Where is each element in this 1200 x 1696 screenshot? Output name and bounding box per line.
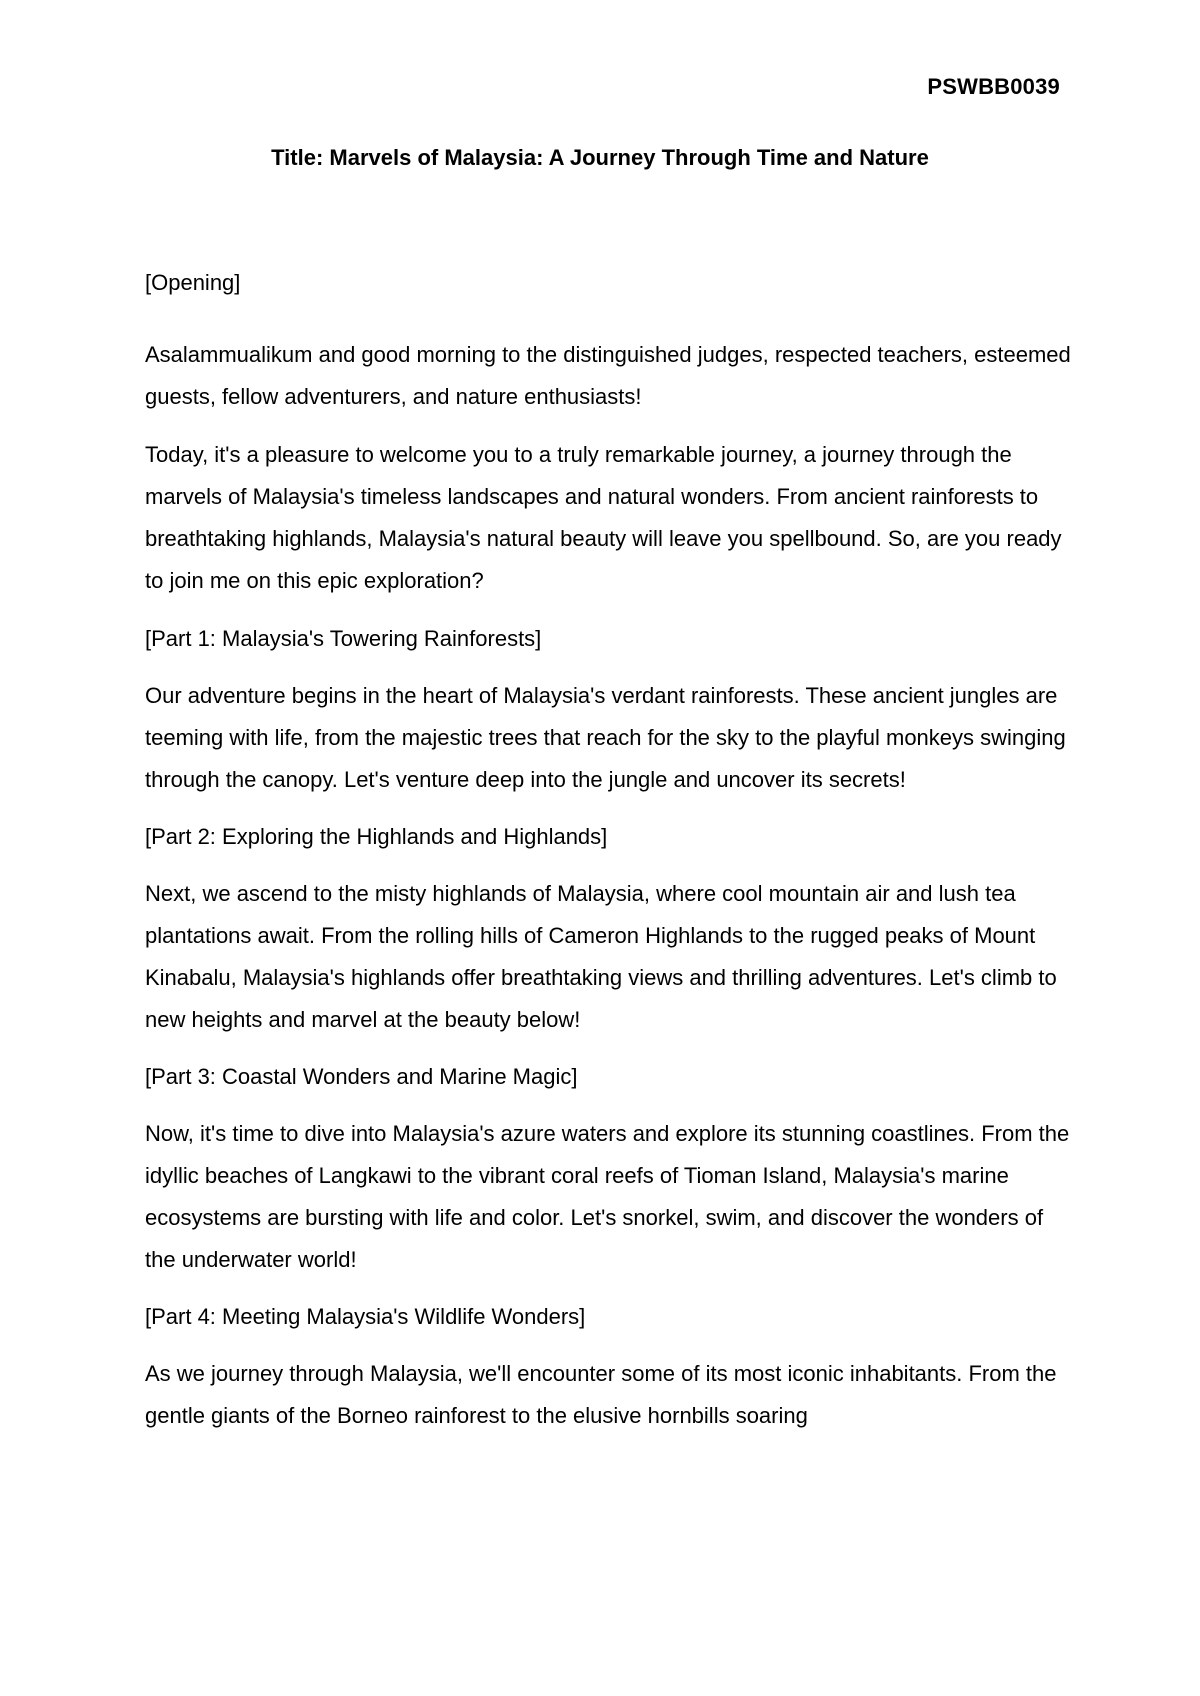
part4-paragraph: As we journey through Malaysia, we'll encounter some of its most iconic inhabitants. From the gentle giants of the Borneo rainforest to the elusive hornbills soaring <box>145 1361 1057 1428</box>
part4-heading: [Part 4: Meeting Malaysia's Wildlife Wonders] <box>145 1304 586 1329</box>
part3-heading: [Part 3: Coastal Wonders and Marine Magic] <box>145 1064 578 1089</box>
document-title: Title: Marvels of Malaysia: A Journey Through Time and Nature <box>271 145 929 170</box>
opening-intro-paragraph: Today, it's a pleasure to welcome you to a truly remarkable journey, a journey through the marvels of Malaysia's timeless landscapes and natural wonders. From ancient rainforests to breathtaking highlands, Malaysia's natural beauty will leave you spellbound. So, are you ready to join me on this epic exploration? <box>145 442 1062 593</box>
document-id: PSWBB0039 <box>927 74 1060 99</box>
part3-paragraph: Now, it's time to dive into Malaysia's azure waters and explore its stunning coastlines. From the idyllic beaches of Langkawi to the vibrant coral reefs of Tioman Island, Malaysia's marine ecosystems are bursting with life and color. Let's snorkel, swim, and discover the wonders of the underwater world! <box>145 1121 1070 1272</box>
part1-paragraph: Our adventure begins in the heart of Malaysia's verdant rainforests. These ancient jungles are teeming with life, from the majestic trees that reach for the sky to the playful monkeys swinging through the canopy. Let's venture deep into the jungle and uncover its secrets! <box>145 683 1066 792</box>
opening-greeting-paragraph: Asalammualikum and good morning to the distinguished judges, respected teachers, esteemed guests, fellow adventurers, and nature enthusiasts! <box>145 342 1071 409</box>
opening-heading: [Opening] <box>145 270 241 295</box>
part2-heading: [Part 2: Exploring the Highlands and Highlands] <box>145 824 608 849</box>
part2-paragraph: Next, we ascend to the misty highlands of Malaysia, where cool mountain air and lush tea plantations await. From the rolling hills of Cameron Highlands to the rugged peaks of Mount Kinabalu, Malaysia's highlands offer breathtaking views and thrilling adventures. Let's climb to new heights and marvel at the beauty below! <box>145 881 1057 1032</box>
document-body <box>145 262 1075 1437</box>
part1-heading: [Part 1: Malaysia's Towering Rainforests] <box>145 626 542 651</box>
